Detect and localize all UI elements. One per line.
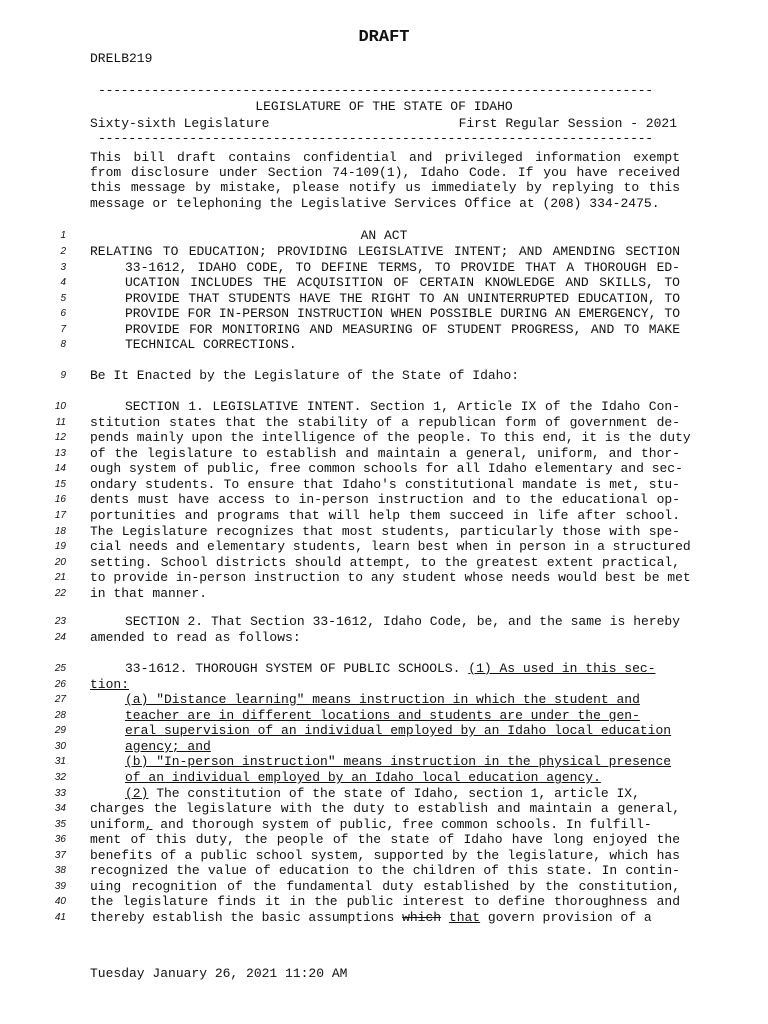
line-number: 15 <box>54 479 66 490</box>
statute-text: thereby establish the basic assumptions <box>90 910 403 925</box>
inserted-text: agency; and <box>125 739 211 754</box>
section2-line: amended to read as follows: <box>90 630 301 645</box>
line-number: 35 <box>54 819 66 830</box>
relating-clause: 33-1612, IDAHO CODE, TO DEFINE TERMS, TO PROVIDE THAT A THOROUGH ED- <box>125 260 680 275</box>
inserted-text: that <box>448 910 481 925</box>
section2-line: SECTION 2. That Section 33-1612, Idaho Code, be, and the same is hereby <box>125 614 680 629</box>
line-number: 11 <box>55 417 66 428</box>
statute-line: benefits of a public school system, supported by the legislature, which has <box>90 848 680 863</box>
section1-line: setting. School districts should attempt, to the greatest extent practical, <box>90 555 680 570</box>
divider-top: ------------------------------------------------------------------------- <box>98 83 653 98</box>
line-number: 7 <box>60 324 66 335</box>
relating-clause: PROVIDE THAT STUDENTS HAVE THE RIGHT TO AN UNINTERRUPTED EDUCATION, TO <box>125 291 680 306</box>
enacting-clause: Be It Enacted by the Legislature of the State of Idaho: <box>90 368 520 383</box>
statute-line <box>125 770 680 786</box>
section1-line: of the legislature to establish and maintain a general, uniform, and thor- <box>90 446 680 461</box>
line-number: 39 <box>54 881 66 892</box>
line-number: 34 <box>54 803 66 814</box>
line-number: 14 <box>54 463 66 474</box>
statute-heading: 33-1612. THOROUGH SYSTEM OF PUBLIC SCHOOLS. <box>125 661 469 676</box>
line-number: 6 <box>60 308 66 319</box>
section1-line: cial needs and elementary students, learn best when in person in a structured <box>90 539 691 554</box>
section1-line: The Legislature recognizes that most students, particularly those with spe- <box>90 524 680 539</box>
inserted-text: (a) "Distance learning" means instruction in which the student and <box>125 692 640 707</box>
draft-id: DRELB219 <box>90 51 153 66</box>
inserted-text: teacher are in different locations and students are under the gen- <box>125 708 640 723</box>
inserted-text: (2) <box>125 786 149 801</box>
statute-text: The constitution of the state of Idaho, section 1, article IX, <box>148 786 640 801</box>
statute-line <box>125 723 680 739</box>
section1-line: to provide in-person instruction to any student whose needs would best be met <box>90 570 691 585</box>
line-number: 24 <box>54 632 66 643</box>
section1-line: stitution states that the stability of a republican form of government de- <box>90 415 680 430</box>
footer-timestamp: Tuesday January 26, 2021 11:20 AM <box>90 966 348 981</box>
line-number: 5 <box>60 293 66 304</box>
line-number: 32 <box>54 772 66 783</box>
line-number: 16 <box>54 494 66 505</box>
line-number: 8 <box>60 339 66 350</box>
line-number: 36 <box>54 834 66 845</box>
line-number: 4 <box>60 277 66 288</box>
statute-line: uing recognition of the fundamental duty established by the constitution, <box>90 879 680 894</box>
statute-line: charges the legislature with the duty to establish and maintain a general, <box>90 801 680 816</box>
line-number: 37 <box>54 850 66 861</box>
statute-line: ment of this duty, the people of the state of Idaho have long enjoyed the <box>90 832 680 847</box>
inserted-text: (b) "In-person instruction" means instruction in the physical presence <box>125 754 672 769</box>
session-left: Sixty-sixth Legislature <box>90 116 270 131</box>
line-number: 13 <box>54 448 66 459</box>
line-number: 21 <box>54 572 66 583</box>
line-number: 22 <box>54 588 66 599</box>
inserted-text: , <box>144 817 153 832</box>
section1-line: SECTION 1. LEGISLATIVE INTENT. Section 1, Article IX of the Idaho Con- <box>125 399 680 414</box>
line-number: 30 <box>54 741 66 752</box>
line-number: 3 <box>60 262 66 273</box>
line-number: 27 <box>54 694 66 705</box>
line-number: 29 <box>54 725 66 736</box>
line-number: 20 <box>54 557 66 568</box>
statute-line <box>125 786 680 802</box>
line-number: 28 <box>54 710 66 721</box>
deleted-text: which <box>402 910 442 925</box>
act-heading: AN ACT <box>360 228 408 243</box>
inserted-text: eral supervision of an individual employed by an Idaho local education <box>125 723 672 738</box>
statute-line <box>125 708 680 724</box>
section1-line: ondary students. To ensure that Idaho's constitutional mandate is met, stu- <box>90 477 680 492</box>
divider-bottom: ------------------------------------------------------------------------- <box>98 131 653 146</box>
relating-clause: UCATION INCLUDES THE ACQUISITION OF CERTAIN KNOWLEDGE AND SKILLS, TO <box>125 275 680 290</box>
line-number: 23 <box>54 616 66 627</box>
relating-clause: PROVIDE FOR IN-PERSON INSTRUCTION WHEN POSSIBLE DURING AN EMERGENCY, TO <box>125 306 680 321</box>
statute-line <box>125 661 680 677</box>
relating-clause: RELATING TO EDUCATION; PROVIDING LEGISLATIVE INTENT; AND AMENDING SECTION <box>90 244 680 259</box>
section1-line: in that manner. <box>90 586 208 601</box>
session-right: First Regular Session - 2021 <box>458 116 677 131</box>
line-number: 9 <box>60 370 66 381</box>
statute-line <box>90 910 680 926</box>
line-number: 26 <box>54 679 66 690</box>
notice-line: message or telephoning the Legislative Services Office at (208) 334-2475. <box>90 196 660 211</box>
statute-line <box>90 677 680 693</box>
relating-clause: TECHNICAL CORRECTIONS. <box>125 337 297 352</box>
notice-line: from disclosure under Section 74-109(1), Idaho Code. If you have received <box>90 165 680 180</box>
notice-line: this message by mistake, please notify us immediately by replying to this <box>90 180 680 195</box>
relating-clause: PROVIDE FOR MONITORING AND MEASURING OF STUDENT PROGRESS, AND TO MAKE <box>125 322 680 337</box>
line-number: 17 <box>54 510 66 521</box>
line-number: 25 <box>54 663 66 674</box>
legislature-heading: LEGISLATURE OF THE STATE OF IDAHO <box>255 99 513 114</box>
section1-line: ough system of public, free common schools for all Idaho elementary and sec- <box>90 461 683 476</box>
section1-line: pends mainly upon the intelligence of the people. To this end, it is the duty <box>90 430 691 445</box>
inserted-text: (1) As used in this sec- <box>468 661 656 676</box>
line-number: 1 <box>60 230 66 241</box>
statute-line: recognized the value of education to the children of this state. In contin- <box>90 863 680 878</box>
statute-text <box>441 910 449 925</box>
inserted-text: tion: <box>90 677 130 692</box>
line-number: 10 <box>54 401 66 412</box>
line-number: 18 <box>54 526 66 537</box>
section1-line: dents must have access to in-person instruction and to the educational op- <box>90 492 680 507</box>
line-number: 12 <box>54 432 66 443</box>
line-number: 19 <box>54 541 66 552</box>
line-number: 40 <box>54 896 66 907</box>
statute-line <box>125 754 680 770</box>
statute-line <box>125 692 680 708</box>
statute-text: govern provision of a <box>480 910 652 925</box>
line-number: 41 <box>54 912 66 923</box>
line-number: 2 <box>60 246 66 257</box>
statute-text: and thorough system of public, free common schools. In fulfill- <box>152 817 652 832</box>
statute-line <box>90 817 680 833</box>
line-number: 33 <box>54 788 66 799</box>
draft-title: DRAFT <box>358 28 410 47</box>
line-number: 31 <box>54 756 66 767</box>
line-number: 38 <box>54 865 66 876</box>
section1-line: portunities and programs that will help them succeed in life after school. <box>90 508 680 523</box>
statute-line: the legislature finds it in the public interest to define thoroughness and <box>90 894 680 909</box>
inserted-text: of an individual employed by an Idaho local education agency. <box>125 770 601 785</box>
statute-line <box>125 739 680 755</box>
notice-line: This bill draft contains confidential and privileged information exempt <box>90 150 680 165</box>
statute-text: uniform <box>90 817 145 832</box>
